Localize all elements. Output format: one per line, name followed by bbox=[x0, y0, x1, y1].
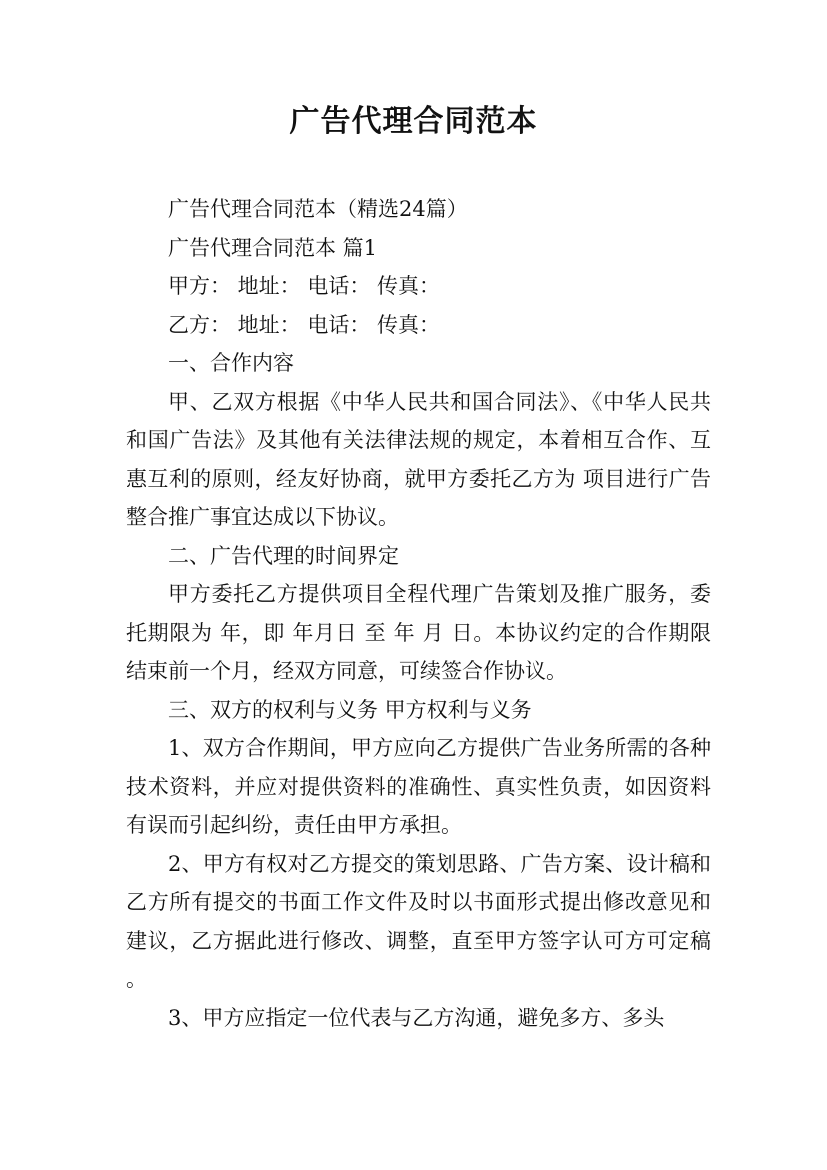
paragraph-section-heading: 广告代理合同范本 篇1 bbox=[168, 235, 378, 260]
paragraph-heading-cooperation: 一、合作内容 bbox=[168, 351, 294, 375]
paragraph-heading-rights: 三、双方的权利与义务 甲方权利与义务 bbox=[168, 697, 532, 722]
paragraph-rights-2: 2、甲方有权对乙方提交的策划思路、广告方案、设计稿和乙方所有提交的书面工作文件及时以书面形式提出修改意见和建议，乙方据此进行修改、调整，直至甲方签字认可方可定稿。 bbox=[126, 851, 711, 991]
paragraph-rights-3: 3、甲方应指定一位代表与乙方沟通，避免多方、多头 bbox=[168, 1005, 665, 1030]
paragraph-party-a: 甲方： 地址： 电话： 传真： bbox=[168, 274, 441, 298]
paragraph-cooperation-body: 甲、乙双方根据《中华人民共和国合同法》、《中华人民共和国广告法》及其他有关法律法规的规定，本着相互合作、互惠互利的原则，经友好协商，就甲方委托乙方为 项目进行广告整合推广事宜达成以下协议。 bbox=[126, 389, 711, 529]
paragraph-subtitle: 广告代理合同范本（精选24篇） bbox=[168, 197, 468, 221]
document-body bbox=[126, 190, 711, 1037]
document-title: 广告代理合同范本 bbox=[289, 104, 538, 139]
paragraph-rights-1: 1、双方合作期间，甲方应向乙方提供广告业务所需的各种技术资料，并应对提供资料的准确性、真实性负责，如因资料有误而引起纠纷，责任由甲方承担。 bbox=[126, 736, 711, 837]
paragraph-heading-time: 二、广告代理的时间界定 bbox=[168, 543, 399, 568]
paragraph-time-body: 甲方委托乙方提供项目全程代理广告策划及推广服务，委托期限为 年，即 年月日 至 年 月 日。本协议约定的合作期限结束前一个月，经双方同意，可续签合作协议。 bbox=[126, 582, 711, 683]
paragraph-party-b: 乙方： 地址： 电话： 传真： bbox=[168, 312, 441, 337]
